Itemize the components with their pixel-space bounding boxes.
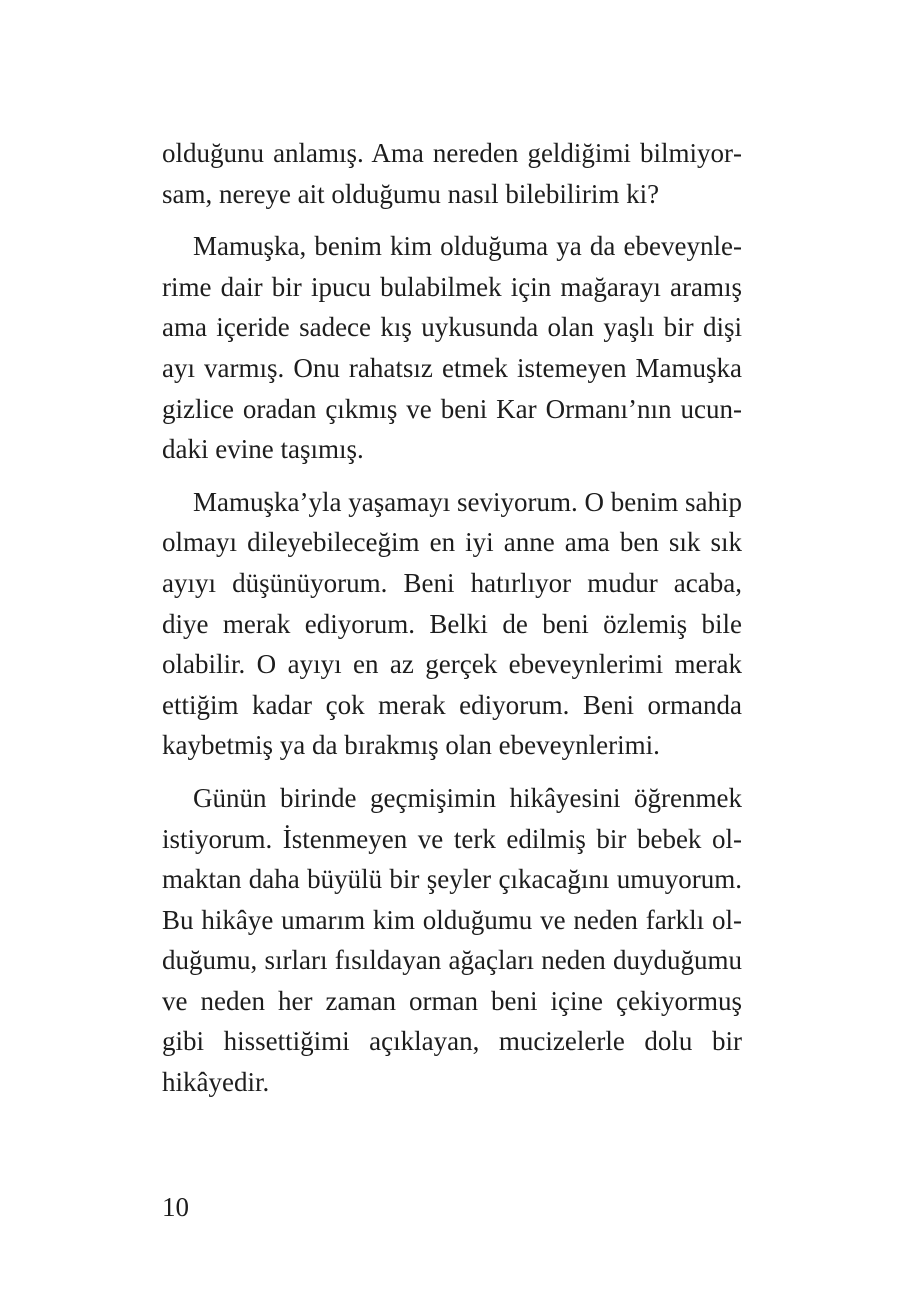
paragraph-3: Mamuşka’yla yaşamayı seviyorum. O benim sahip olmayı dileyebileceğim en iyi anne ama ben sık sık ayıyı düşünüyorum. Beni hatırlıyor mudur acaba, diye merak ediyorum. Belki de beni özlemiş bile olabilir. O ayıyı en az gerçek ebeveynlerimi merak ettiğim kadar çok merak ediyorum. Beni ormanda kaybetmiş ya da bırakmış olan ebeveynlerimi. xyxy=(162,486,742,761)
body-text xyxy=(162,133,742,1115)
paragraph-1: olduğunu anlamış. Ama nereden geldiğimi bilmiyorsam, nereye ait olduğumu nasıl bilebilirim ki? xyxy=(162,138,742,209)
page-number: 10 xyxy=(162,1192,189,1222)
paragraph-2: Mamuşka, benim kim olduğuma ya da ebeveynlerime dair bir ipucu bulabilmek için mağarayı aramış ama içeride sadece kış uykusunda olan yaşlı bir dişi ayı varmış. Onu rahatsız etmek istemeyen Mamuşka gizlice oradan çıkmış ve beni Kar Ormanı’nın ucundaki evine taşımış. xyxy=(162,231,742,465)
paragraph-4: Günün birinde geçmişimin hikâyesini öğrenmek istiyorum. İstenmeyen ve terk edilmiş bir bebek olmaktan daha büyülü bir şeyler çıkacağını umuyorum. Bu hikâye umarım kim olduğumu ve neden farklı olduğumu, sırları fısıldayan ağaçları neden duyduğumu ve neden her zaman orman beni içine çekiyormuş gibi hissettiğimi açıklayan, mucizelerle dolu bir hikâyedir. xyxy=(162,782,742,1098)
